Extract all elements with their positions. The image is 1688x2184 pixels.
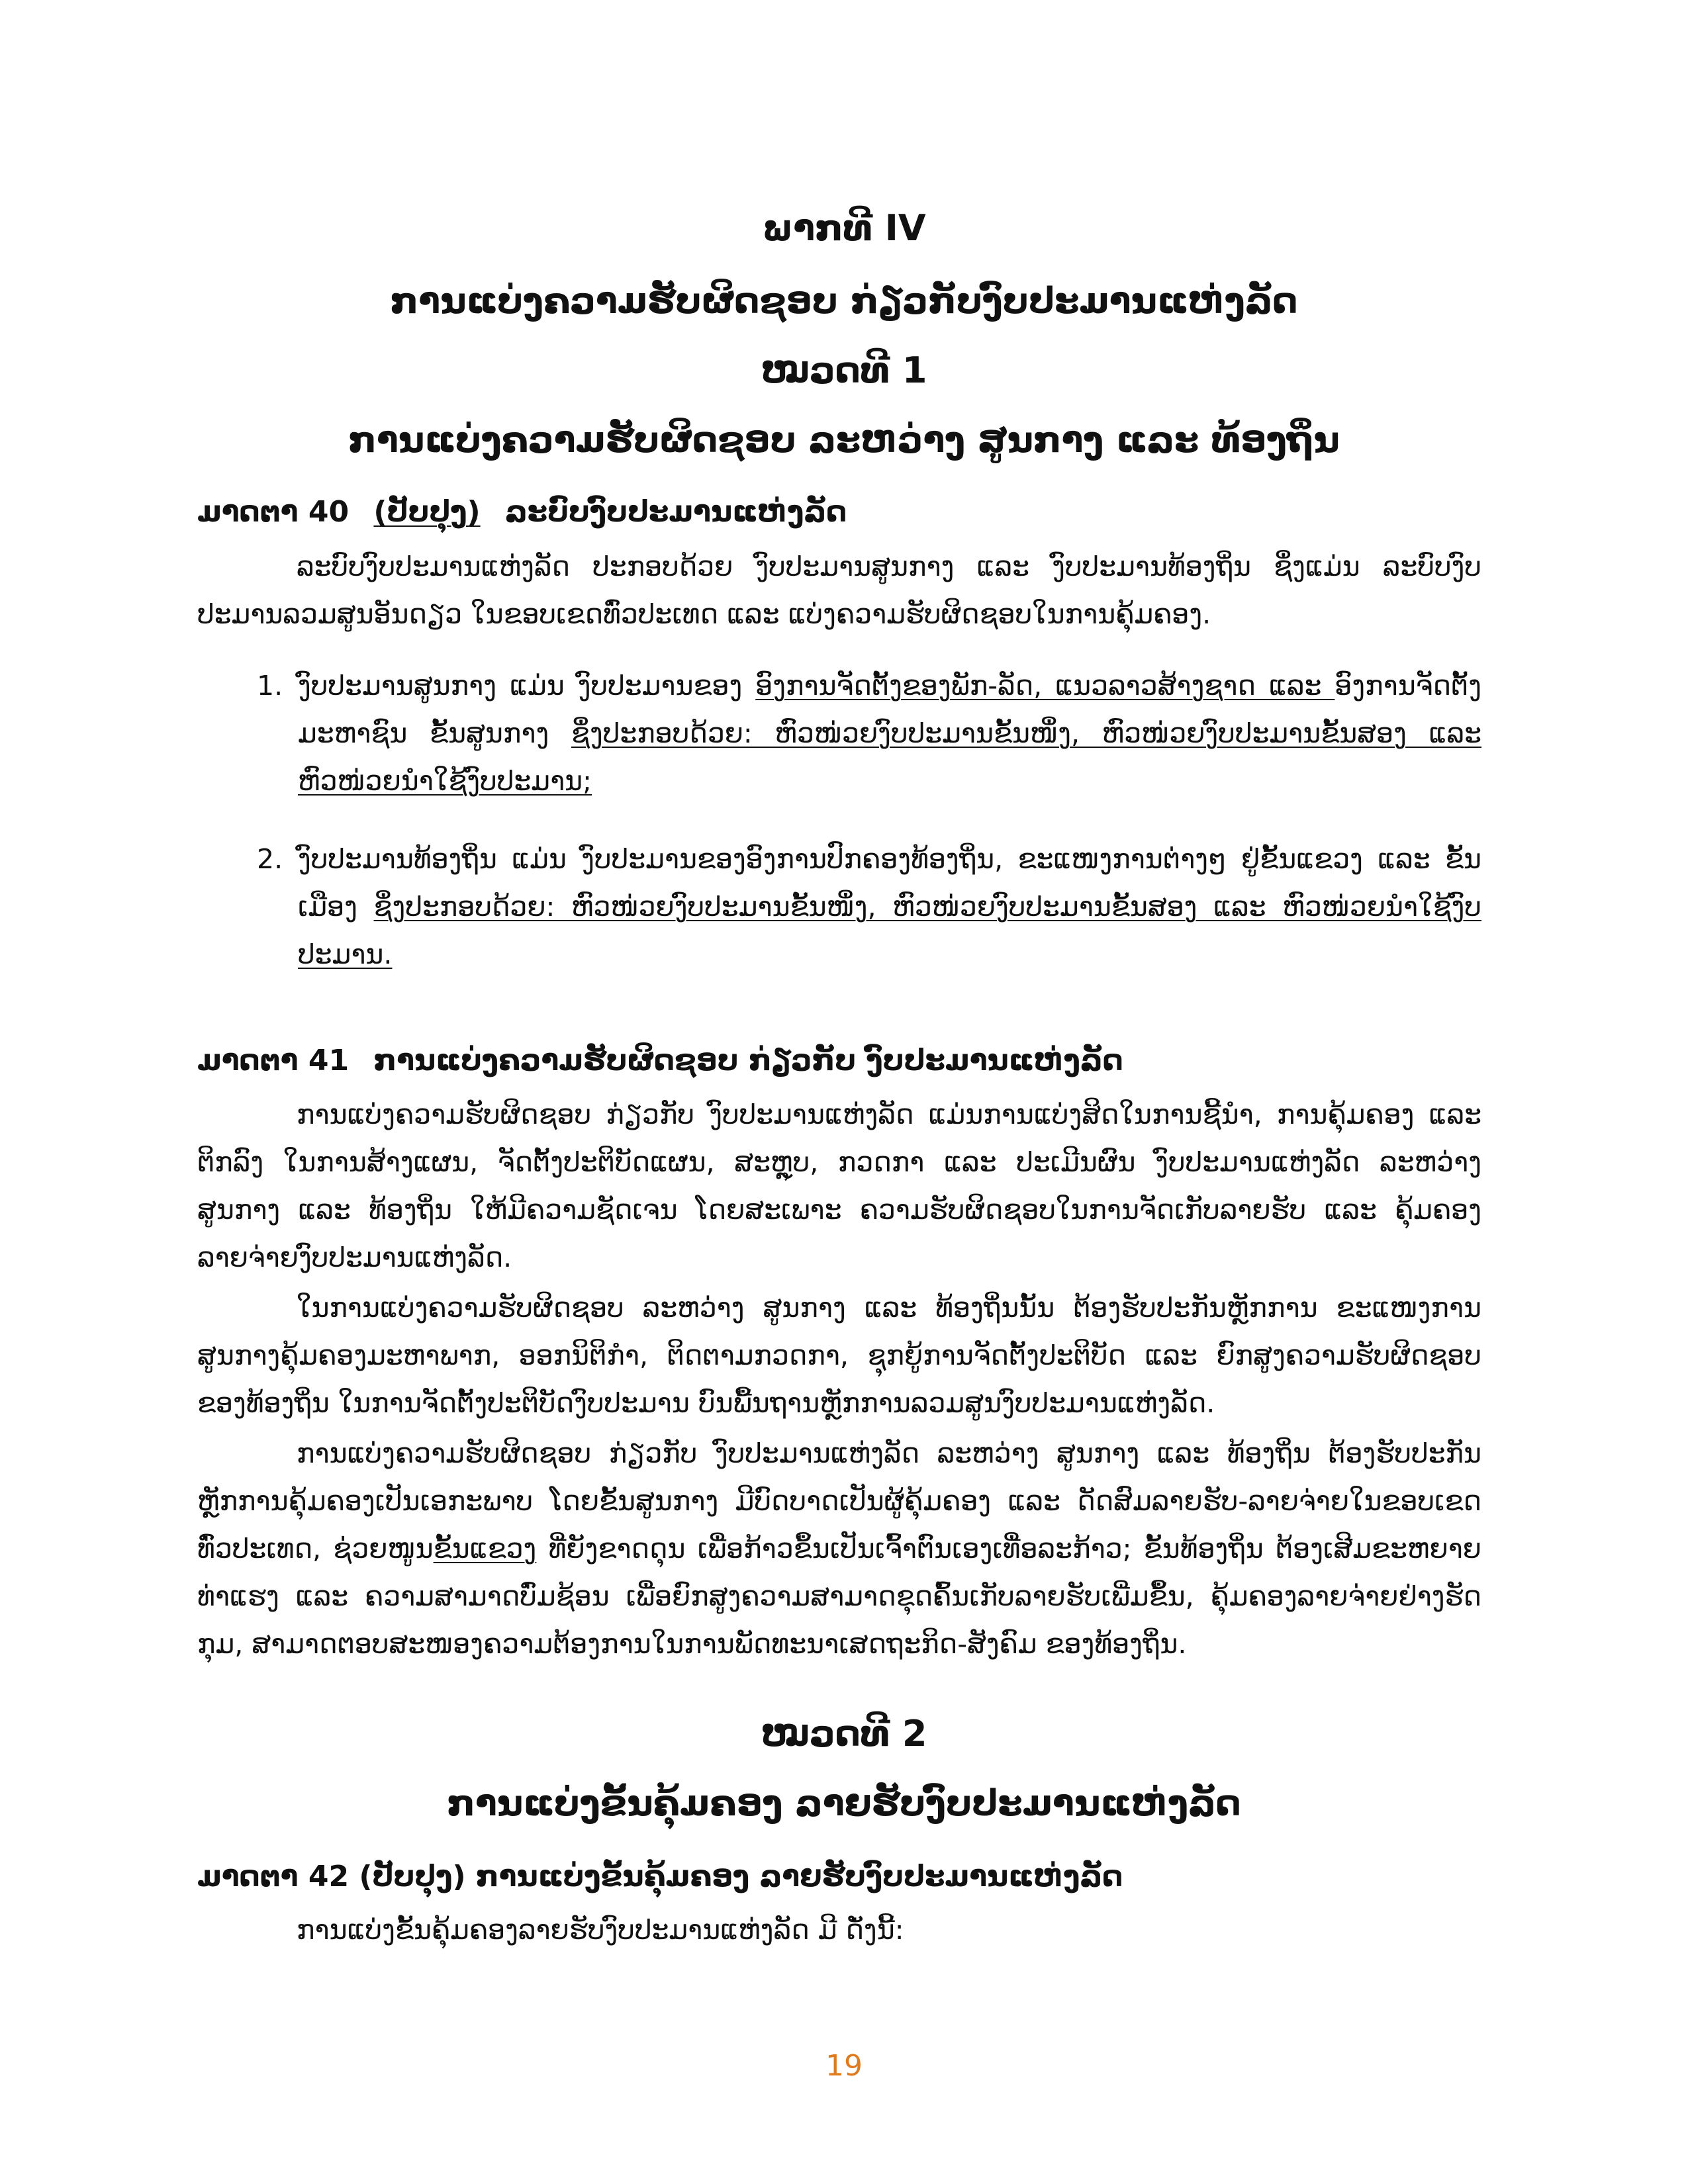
item-text: ງົບປະມານທ້ອງຖິ່ນ ແມ່ນ ງົບປະມານຂອງອົງການປົກຄອງທ້ອງຖິ່ນ, ຂະແໜງການຕ່າງໆ ຢູ່ຂັ້ນແຂວງ ແລະ ຂັ້ນເມືອງ [298, 843, 1481, 923]
list-item-body [298, 662, 1481, 805]
article-40-item-2 [257, 835, 1481, 978]
article-41-name: ການແບ່ງຄວາມຮັບຜິດຊອບ ກ່ຽວກັບ ງົບປະມານແຫ່ງລັດ [373, 1044, 1123, 1077]
part-title: ພາກທີ IV [762, 207, 926, 249]
chapter-1-subtitle: ການແບ່ງຄວາມຮັບຜິດຊອບ ລະຫວ່າງ ສູນກາງ ແລະ ທ້ອງຖິ່ນ [348, 419, 1340, 461]
part-subtitle: ການແບ່ງຄວາມຮັບຜິດຊອບ ກ່ຽວກັບງົບປະມານແຫ່ງລັດ [390, 280, 1298, 322]
chapter-1-title: ໝວດທີ 1 [761, 349, 927, 391]
paragraph-underlined-text: ຂັ້ນແຂວງ [433, 1533, 537, 1565]
article-40-item-1 [257, 662, 1481, 805]
list-number: 1. [257, 670, 283, 702]
item-underlined-text: ອົງການຈັດຕັ້ງຂອງພັກ-ລັດ, ແນວລາວສ້າງຊາດ ແລະ [755, 670, 1335, 702]
item-underlined-text: ຊຶ່ງປະກອບດ້ວຍ: ຫົວໜ່ວຍງົບປະມານຂັ້ນໜຶ່ງ, ຫົວໜ່ວຍງົບປະມານຂັ້ນສອງ ແລະ ຫົວໜ່ວຍນຳໃຊ້ງົບປະມານ; [298, 717, 1481, 797]
item-text: ອົງການຈັດຕັ້ງມະຫາຊົນ ຂັ້ນສູນກາງ [298, 670, 1481, 749]
list-item-body [298, 835, 1481, 978]
item-underlined-text: ຊຶ່ງປະກອບດ້ວຍ: ຫົວໜ່ວຍງົບປະມານຂັ້ນໜຶ່ງ, ຫົວໜ່ວຍງົບປະມານຂັ້ນສອງ ແລະ ຫົວໜ່ວຍນຳໃຊ້ງົບປະມານ. [298, 891, 1481, 970]
article-40-heading [197, 492, 847, 532]
article-42-heading: ມາດຕາ 42 (ປັບປຸງ) ການແບ່ງຂັ້ນຄຸ້ມຄອງ ລາຍຮັບງົບປະມານແຫ່ງລັດ [197, 1860, 1123, 1893]
paragraph-text: ການແບ່ງຄວາມຮັບຜິດຊອບ ກ່ຽວກັບ ງົບປະມານແຫ່ງລັດ ລະຫວ່າງ ສູນກາງ ແລະ ທ້ອງຖິ່ນ ຕ້ອງຮັບປະກັນຫຼັກການຄຸ້ມຄອງເປັນເອກະພາບ ໂດຍຂັ້ນສູນກາງ ມີບົດບາດເປັນຜູ້ຄຸ້ມຄອງ ແລະ ດັດສົມລາຍຮັບ-ລາຍຈ່າຍໃນຂອບເຂດທົ່ວປະເທດ, ຊ່ວຍໜູນ [197, 1437, 1481, 1565]
article-40-prefix: ມາດຕາ 40 [197, 495, 350, 529]
chapter-2-subtitle: ການແບ່ງຂັ້ນຄຸ້ມຄອງ ລາຍຮັບງົບປະມານແຫ່ງລັດ [447, 1782, 1241, 1824]
list-number: 2. [257, 843, 283, 875]
article-40-name: ລະບົບງົບປະມານແຫ່ງລັດ [504, 495, 847, 529]
chapter-2-title: ໝວດທີ 2 [761, 1713, 927, 1754]
page-number: 19 [825, 2049, 863, 2083]
article-41-paragraph-1: ການແບ່ງຄວາມຮັບຜິດຊອບ ກ່ຽວກັບ ງົບປະມານແຫ່ງລັດ ແມ່ນການແບ່ງສິດໃນການຊີ້ນຳ, ການຄຸ້ມຄອງ ແລະ ຕິກລົງ ໃນການສ້າງແຜນ, ຈັດຕັ້ງປະຕິບັດແຜນ, ສະຫຼຸບ, ກວດກາ ແລະ ປະເມີນຜົນ ງົບປະມານແຫ່ງລັດ ລະຫວ່າງ ສູນກາງ ແລະ ທ້ອງຖິ່ນ ໃຫ້ມີຄວາມຊັດເຈນ ໂດຍສະເພາະ ຄວາມຮັບຜິດຊອບໃນການຈັດເກັບລາຍຮັບ ແລະ ຄຸ້ມຄອງລາຍຈ່າຍງົບປະມານແຫ່ງລັດ. [197, 1099, 1481, 1273]
article-41-paragraph-3 [197, 1430, 1481, 1668]
paragraph-text: ທີ່ຍັງຂາດດຸນ ເພື່ອກ້າວຂຶ້ນເປັນເຈົ້າຕົນເອງເທື່ອລະກ້າວ; ຂັ້ນທ້ອງຖິ່ນ ຕ້ອງເສີມຂະຫຍາຍທ່າແຮງ ແລະ ຄວາມສາມາດບົ່ມຊ້ອນ ເພື່ອຍົກສູງຄວາມສາມາດຂຸດຄົ້ນເກັບລາຍຮັບເພີ່ມຂຶ້ນ, ຄຸ້ມຄອງລາຍຈ່າຍຢ່າງຮັດກຸມ, ສາມາດຕອບສະໜອງຄວາມຕ້ອງການໃນການພັດທະນາເສດຖະກິດ-ສັງຄົມ ຂອງທ້ອງຖິ່ນ. [197, 1533, 1481, 1660]
article-40-amend-tag: (ປັບປຸງ) [373, 495, 481, 529]
article-41-prefix: ມາດຕາ 41 [197, 1044, 350, 1077]
article-41-paragraph-2: ໃນການແບ່ງຄວາມຮັບຜິດຊອບ ລະຫວ່າງ ສູນກາງ ແລະ ທ້ອງຖິ່ນນັ້ນ ຕ້ອງຮັບປະກັນຫຼັກການ ຂະແໜງການສູນກາງຄຸ້ມຄອງມະຫາພາກ, ອອກນິຕິກຳ, ຕິດຕາມກວດກາ, ຊຸກຍູ້ການຈັດຕັ້ງປະຕິບັດ ແລະ ຍົກສູງຄວາມຮັບຜິດຊອບ ຂອງທ້ອງຖິ່ນ ໃນການຈັດຕັ້ງປະຕິບັດງົບປະມານ ບົນພື້ນຖານຫຼັກການລວມສູນງົບປະມານແຫ່ງລັດ. [197, 1292, 1481, 1419]
article-41-heading [197, 1041, 1123, 1081]
article-40-intro: ລະບົບງົບປະມານແຫ່ງລັດ ປະກອບດ້ວຍ ງົບປະມານສູນກາງ ແລະ ງົບປະມານທ້ອງຖິ່ນ ຊຶ່ງແມ່ນ ລະບົບງົບປະມານລວມສູນອັນດຽວ ໃນຂອບເຂດທົ່ວປະເທດ ແລະ ແບ່ງຄວາມຮັບຜິດຊອບໃນການຄຸ້ມຄອງ. [197, 551, 1481, 630]
item-text: ງົບປະມານສູນກາງ ແມ່ນ ງົບປະມານຂອງ [298, 670, 756, 702]
article-42-intro: ການແບ່ງຂັ້ນຄຸ້ມຄອງລາຍຮັບງົບປະມານແຫ່ງລັດ ມີ ດັ່ງນີ້: [297, 1914, 904, 1946]
